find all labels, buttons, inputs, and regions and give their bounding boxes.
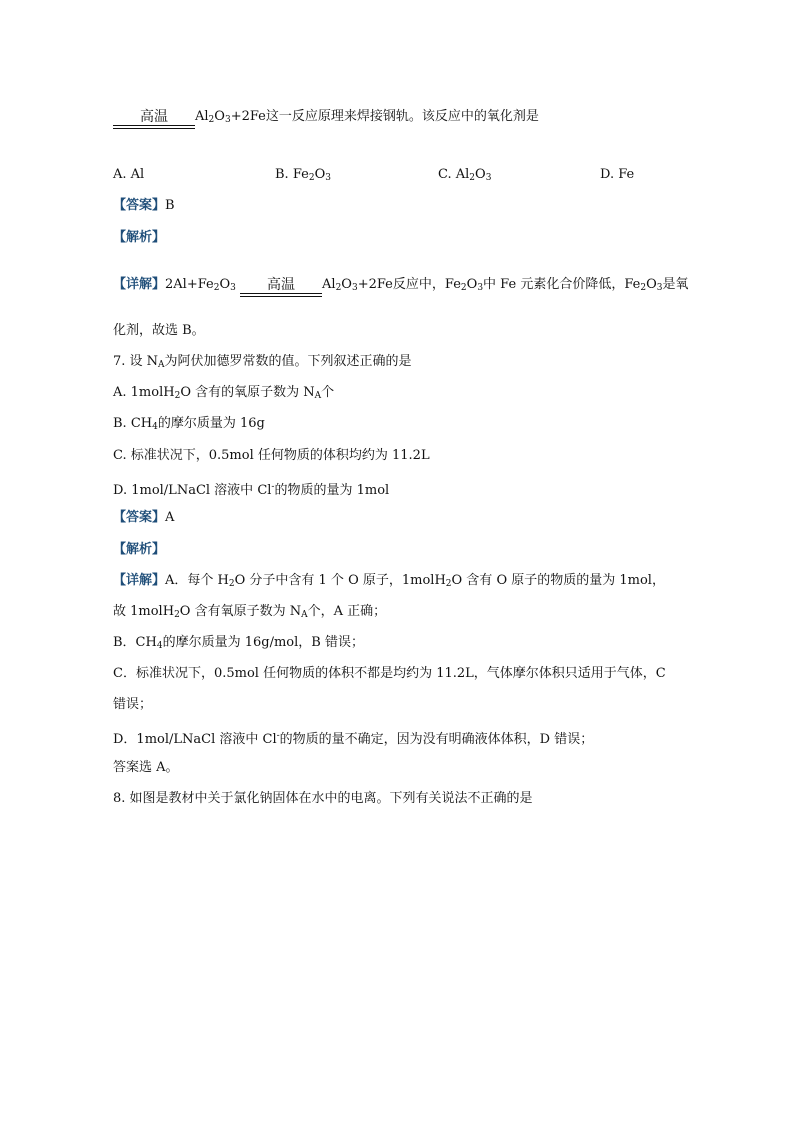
q7-detail-1 (113, 572, 665, 593)
option-text: A. 1molH (113, 385, 175, 400)
product-o: O (214, 109, 225, 124)
detail-text: 故 1molH (113, 604, 175, 619)
detail-text: 个，A 正确； (307, 604, 387, 619)
subscript: 2 (460, 283, 467, 293)
subscript: 3 (477, 283, 484, 293)
product: Al (322, 277, 336, 292)
detail-text: O 含有氧原子数为 N (179, 604, 302, 619)
detail-text: 反应中， (392, 277, 445, 292)
equal-sign-double-line (240, 293, 322, 297)
subscript: 2 (228, 579, 235, 589)
detail-text: 中 Fe 元素化合价降低， (483, 277, 625, 292)
detail-text: O 含有 O 原子的物质的量为 1mol， (451, 573, 665, 588)
q7-option-d (113, 478, 389, 500)
subscript: 2 (174, 610, 180, 620)
subscript: 3 (485, 173, 492, 183)
product-al: Al (195, 109, 209, 124)
option-text: D. 1mol/LNaCl 溶液中 Cl (113, 483, 272, 498)
reactant: O (219, 277, 231, 292)
option-text: O (314, 167, 326, 182)
q6-analysis (113, 229, 165, 247)
q7-analysis (113, 541, 165, 559)
reaction-condition: 高温 (267, 277, 296, 293)
detail-text: A．每个 H (165, 573, 229, 588)
q6-detail-line2 (113, 322, 205, 340)
subscript: 4 (156, 641, 163, 651)
option-text: O (475, 167, 486, 182)
detail-text: C．标准状况下，0.5mol 任何物质的体积不都是均约为 11.2L，气体摩尔体积只适用于气体，C (113, 666, 666, 681)
stem-text: 8. 如图是教材中关于氯化钠固体在水中的电离。下列有关说法不正确的是 (113, 791, 533, 806)
option-text: C. Al (438, 167, 470, 182)
option-text: 个 (321, 385, 335, 400)
subscript: 3 (656, 283, 663, 293)
q7-conclusion (113, 759, 179, 777)
q6-option-c (438, 166, 491, 187)
detail-text: 的物质的量不确定，因为没有明确液体体积，D 错误； (279, 732, 594, 747)
detail-label: 【详解】 (113, 573, 166, 588)
subscript: 2 (640, 283, 647, 293)
subscript: 2 (469, 173, 476, 183)
answer-label: 【答案】 (113, 198, 166, 213)
subscript: A (301, 610, 308, 620)
q7-answer (113, 509, 174, 527)
q7-detail-4 (113, 665, 666, 683)
subscript: 2 (308, 173, 315, 183)
stem-text: 为阿伏加德罗常数的值。下列叙述正确的是 (164, 354, 412, 369)
option-text: 的物质的量为 1mol (274, 483, 390, 498)
reaction-condition: 高温 (140, 109, 168, 125)
subscript: 4 (152, 422, 158, 432)
detail-text: 的摩尔质量为 16g/mol，B 错误； (162, 635, 364, 650)
product: +2Fe (357, 277, 393, 292)
q6-stem-text: 这一反应原理来焊接钢轨。该反应中的氧化剂是 (265, 109, 539, 124)
option-text: D. Fe (600, 167, 635, 182)
q6-stem-line (113, 108, 539, 129)
answer-label: 【答案】 (113, 510, 166, 525)
analysis-label: 【解析】 (113, 542, 166, 557)
detail-text: O 分子中含有 1 个 O 原子，1molH (234, 573, 446, 588)
subscript: A (158, 360, 165, 370)
stem-text: 7. 设 N (113, 354, 159, 369)
reaction-arrow (113, 109, 195, 129)
q7-stem (113, 353, 412, 374)
detail-text: Fe (444, 277, 461, 292)
q7-detail-2 (113, 603, 386, 624)
q7-detail-6 (113, 727, 593, 749)
q7-detail-5 (113, 696, 152, 714)
subscript: 2 (445, 579, 452, 589)
q6-option-d (600, 166, 634, 184)
subscript: 3 (230, 283, 236, 293)
subscript: 2 (335, 283, 342, 293)
q6-detail-line1 (113, 276, 689, 297)
analysis-label: 【解析】 (113, 230, 166, 245)
q7-option-a (113, 384, 334, 405)
q6-option-a (113, 166, 144, 184)
subscript: 3 (325, 173, 331, 183)
detail-text: B．CH (113, 635, 157, 650)
detail-text: 化剂，故选 B。 (113, 323, 205, 338)
product-fe: +2Fe (230, 109, 266, 124)
superscript: - (276, 731, 280, 741)
detail-text: 错误； (113, 697, 153, 712)
subscript: 3 (224, 115, 231, 125)
q7-option-b (113, 415, 265, 436)
option-text: O 含有的氧原子数为 N (180, 385, 315, 400)
reaction-arrow (240, 277, 322, 297)
reactant: 2Al+Fe (165, 277, 214, 292)
detail-text: 是氧 (662, 277, 689, 292)
product: O (341, 277, 352, 292)
detail-text: 答案选 A。 (113, 760, 179, 775)
q6-answer (113, 197, 175, 215)
subscript: A (314, 391, 322, 401)
detail-label: 【详解】 (113, 277, 166, 292)
detail-text: O (466, 277, 478, 292)
option-text: 的摩尔质量为 16g (157, 416, 265, 431)
detail-text: O (646, 277, 657, 292)
q7-option-c (113, 447, 430, 465)
q8-stem (113, 790, 533, 808)
equal-sign-double-line (113, 125, 195, 129)
answer-value: B (165, 198, 175, 213)
option-text: C. 标准状况下，0.5mol 任何物质的体积均约为 11.2L (113, 448, 430, 463)
subscript: 2 (174, 391, 181, 401)
subscript: 3 (351, 283, 358, 293)
subscript: 2 (208, 115, 215, 125)
answer-value: A (165, 510, 175, 525)
option-text: A. Al (113, 167, 145, 182)
q7-detail-3 (113, 634, 364, 655)
subscript: 2 (213, 283, 220, 293)
detail-text: D．1mol/LNaCl 溶液中 Cl (113, 732, 277, 747)
detail-text: Fe (624, 277, 641, 292)
option-text: B. Fe (275, 167, 309, 182)
q6-option-b (275, 166, 331, 187)
option-text: B. CH (113, 416, 153, 431)
superscript: - (271, 482, 275, 492)
